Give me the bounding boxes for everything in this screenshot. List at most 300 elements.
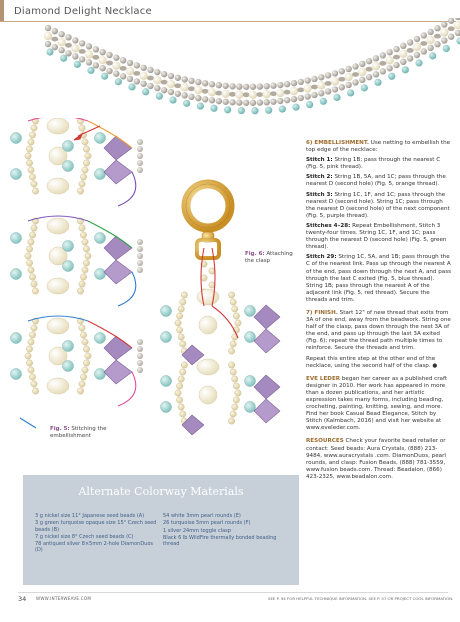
pearl-bead: [372, 62, 380, 70]
pearl-bead: [208, 88, 216, 96]
nickel-bead: [263, 99, 269, 105]
seed-bead: [80, 374, 86, 380]
pearl-bead: [112, 62, 120, 70]
turquoise-bead: [306, 101, 313, 108]
seed-bead: [26, 160, 32, 166]
seed-bead: [26, 146, 32, 152]
seed-bead: [85, 353, 91, 359]
materials-item: 54 white 3mm pearl rounds (E): [163, 513, 241, 519]
nickel-bead: [407, 39, 413, 45]
duo-bead: [106, 61, 113, 66]
toggle-clasp-loop: [197, 232, 219, 258]
nickel-bead: [393, 62, 399, 68]
seed-bead: [80, 174, 86, 180]
seed-bead: [29, 132, 35, 138]
necklace-photo: [44, 18, 460, 130]
seed-bead: [181, 292, 187, 298]
materials-list-right: [163, 513, 293, 548]
seed-bead: [176, 397, 182, 403]
turquoise-bead: [142, 88, 149, 95]
nickel-bead: [257, 99, 263, 105]
page-title: Diamond Delight Necklace: [14, 6, 152, 17]
turquoise-bead: [443, 45, 450, 52]
nickel-bead: [137, 246, 143, 252]
nickel-bead: [270, 99, 276, 105]
nickel-bead: [298, 95, 304, 101]
stitches-4-28-text: Repeat Embellishment, Stitch 3 twenty-four times. String 1C, 1F, and 1C; pass through the nearest D (second hole) (Fig. 5, green thread).: [306, 222, 447, 251]
step-7-text: Start 12" of new thread that exits from 3A of one end, away from the beadwork. String one half of the clasp, pass down through the nest 3A of the end, and pass up through the last 3A exited (Fig. 6); repeat the thread path multiple times to reinforce. Secure the threads and trim.: [306, 309, 451, 352]
seed-bead: [82, 239, 88, 245]
nickel-bead: [359, 61, 365, 67]
necklace-beads: [44, 18, 460, 114]
nickel-bead: [99, 65, 105, 71]
nickel-bead: [86, 59, 92, 65]
seed-bead: [77, 188, 83, 194]
turquoise-bead: [63, 241, 74, 252]
nickel-bead: [455, 18, 460, 20]
pearl-bead: [249, 91, 257, 99]
nickel-bead: [113, 71, 119, 77]
nickel-bead: [52, 28, 58, 34]
seed-bead: [176, 327, 182, 333]
nickel-bead: [373, 71, 379, 77]
seed-bead: [26, 246, 32, 252]
stitch-1: [306, 157, 452, 171]
nickel-bead: [407, 55, 413, 61]
seed-bead: [83, 260, 89, 266]
nickel-bead: [325, 88, 331, 94]
seed-bead: [232, 376, 238, 382]
duo-bead: [202, 89, 209, 94]
pearl-bead: [399, 50, 407, 58]
page-number: 34: [18, 595, 27, 603]
nickel-bead: [188, 94, 194, 100]
seed-bead: [83, 146, 89, 152]
pearl-bead: [235, 90, 243, 98]
turquoise-bead: [161, 376, 172, 387]
turquoise-bead: [95, 333, 106, 344]
pearl-bead: [385, 56, 393, 64]
nickel-bead: [113, 55, 119, 61]
seed-bead: [201, 275, 207, 281]
seed-bead: [83, 160, 89, 166]
nickel-bead: [434, 25, 440, 31]
pearl-bead: [426, 36, 434, 44]
seed-bead: [79, 125, 85, 131]
stitch-2: [306, 174, 452, 188]
seed-bead: [233, 397, 239, 403]
turquoise-bead: [238, 107, 245, 114]
figure-5-diagram: [8, 118, 153, 436]
nickel-bead: [137, 367, 143, 373]
nickel-bead: [359, 77, 365, 83]
nickel-bead: [277, 82, 283, 88]
seed-bead: [31, 125, 37, 131]
nickel-bead: [137, 153, 143, 159]
figure-5-beads: [11, 118, 144, 394]
pearl-bead: [440, 28, 448, 36]
seed-bead: [28, 139, 34, 145]
nickel-bead: [441, 21, 447, 27]
pearl-bead: [71, 44, 79, 52]
turquoise-bead: [46, 48, 53, 55]
nickel-bead: [455, 30, 460, 36]
pearl-bead: [197, 289, 219, 305]
stitch-2-text: String 1B, 5A, and 1C; pass through the nearest D (second hole) (Fig. 5, orange thread).: [306, 174, 446, 188]
seed-bead: [230, 299, 236, 305]
stitches-4-28-label: Stitches 4–28:: [306, 222, 351, 229]
duo-bead: [256, 92, 263, 97]
nickel-bead: [304, 77, 310, 83]
nickel-bead: [339, 84, 345, 90]
nickel-bead: [209, 97, 215, 103]
turquoise-bead: [95, 169, 106, 180]
seed-bead: [80, 332, 86, 338]
duo-bead: [407, 48, 414, 53]
duo-bead: [434, 34, 441, 39]
turquoise-bead: [115, 78, 122, 85]
duo-bead: [51, 37, 58, 42]
seed-bead: [26, 346, 32, 352]
nickel-bead: [58, 47, 64, 53]
seed-bead: [233, 383, 239, 389]
seed-bead: [26, 360, 32, 366]
pearl-bead: [221, 90, 229, 98]
nickel-bead: [414, 52, 420, 58]
stitch-29-text: String 1C, 5A, and 1B; pass through the C of the nearest link. Pass up through the nearest A of the end, pass down through the next A, and pass through the last C exited (Fig. 5, blue thread). String 1B; pass through the nearest A of the adjacent link (Fig. 5, red thread). Secure the threads and trim.: [306, 254, 452, 303]
turquoise-bead: [245, 306, 256, 317]
nickel-bead: [400, 43, 406, 49]
turquoise-bead: [161, 402, 172, 413]
nickel-bead: [106, 68, 112, 74]
seed-bead: [79, 381, 85, 387]
turquoise-bead: [183, 100, 190, 107]
turquoise-bead: [11, 133, 22, 144]
step-6-intro: Use netting to embellish the top edge of the necklace:: [306, 140, 451, 154]
duo-bead: [366, 67, 373, 72]
duo-bead: [174, 83, 181, 88]
seed-bead: [181, 362, 187, 368]
turquoise-bead: [11, 169, 22, 180]
pearl-bead: [153, 76, 161, 84]
seed-bead: [28, 167, 34, 173]
nickel-bead: [352, 79, 358, 85]
turquoise-bead: [11, 233, 22, 244]
nickel-bead: [137, 253, 143, 259]
seed-bead: [25, 353, 31, 359]
pearl-bead: [197, 359, 219, 375]
duo-bead: [311, 85, 318, 90]
turquoise-bead: [320, 98, 327, 105]
pearl-bead: [47, 178, 69, 194]
pearl-bead: [413, 43, 421, 51]
pearl-bead: [85, 50, 93, 58]
resources: [306, 438, 452, 481]
nickel-bead: [72, 37, 78, 43]
turquoise-bead: [128, 83, 135, 90]
seed-bead: [230, 369, 236, 375]
nickel-bead: [229, 83, 235, 89]
turquoise-bead: [265, 107, 272, 114]
diamonduo-bead: [104, 136, 132, 160]
nickel-bead: [147, 67, 153, 73]
turquoise-bead: [95, 133, 106, 144]
nickel-bead: [229, 99, 235, 105]
duo-bead: [147, 76, 154, 81]
nickel-bead: [427, 45, 433, 51]
figure-5-label: Fig. 5:: [50, 426, 70, 432]
materials-item: 7 g nickel size 8° Czech seed beads (C): [35, 533, 134, 540]
nickel-bead: [345, 66, 351, 72]
nickel-bead: [222, 99, 228, 105]
seed-bead: [180, 341, 186, 347]
footer-website: WWW.INTERWEAVE.COM: [36, 596, 92, 601]
pearl-bead: [139, 72, 147, 80]
nickel-bead: [45, 25, 51, 31]
stitch-1-label: Stitch 1:: [306, 157, 333, 164]
nickel-bead: [134, 62, 140, 68]
turquoise-bead: [63, 341, 74, 352]
nickel-bead: [284, 81, 290, 87]
seed-bead: [82, 367, 88, 373]
pearl-bead: [47, 378, 69, 394]
nickel-bead: [137, 239, 143, 245]
seed-bead: [176, 383, 182, 389]
turquoise-bead: [279, 105, 286, 112]
nickel-bead: [134, 78, 140, 84]
seed-bead: [178, 306, 184, 312]
turquoise-bead: [415, 59, 422, 66]
seed-bead: [235, 390, 241, 396]
seed-bead: [178, 376, 184, 382]
nickel-bead: [161, 71, 167, 77]
figure-6-caption: [245, 251, 297, 265]
duo-bead: [420, 41, 427, 46]
nickel-bead: [427, 29, 433, 35]
nickel-bead: [137, 353, 143, 359]
figure-6-beads: [161, 261, 281, 435]
pearl-bead: [47, 118, 69, 134]
footer-note: SEE P. 94 FOR HELPFUL TECHNIQUE INFORMATION. SEE P. 57 OR PROJECT COOL INFORMATION.: [268, 596, 454, 601]
nickel-bead: [345, 82, 351, 88]
turquoise-bead: [156, 93, 163, 100]
turquoise-bead: [374, 79, 381, 86]
footer-rule: [18, 592, 448, 593]
seed-bead: [25, 253, 31, 259]
seed-bead: [31, 181, 37, 187]
seed-bead: [28, 239, 34, 245]
duo-bead: [270, 91, 277, 96]
pearl-bead: [331, 77, 339, 85]
duo-bead: [393, 55, 400, 60]
turquoise-bead: [361, 84, 368, 91]
seed-bead: [83, 360, 89, 366]
nickel-bead: [168, 89, 174, 95]
nickel-bead: [304, 93, 310, 99]
nickel-bead: [257, 83, 263, 89]
seed-bead: [28, 367, 34, 373]
author-bio-text: began her career as a published craft designer in 2010. Her work has appeared in more than a dozen publications, and her artistic expression takes many forms, including beading, crocheting, painting, knitting, sewing, and more. Find her book Casual Bead Elegance, Stitch by Stitch (Kalmbach, 2016) and visit her website at www.eveleder.com.: [306, 375, 448, 432]
toggle-clasp-ring: [186, 184, 230, 228]
nickel-bead: [270, 83, 276, 89]
turquoise-bead: [224, 106, 231, 113]
nickel-bead: [291, 80, 297, 86]
pearl-bead: [344, 73, 352, 81]
nickel-bead: [140, 65, 146, 71]
duo-bead: [352, 72, 359, 77]
nickel-bead: [52, 44, 58, 50]
materials-item: 3 g green turquoise opaque size 15° Czech seed beads (B): [35, 520, 157, 533]
nickel-bead: [434, 41, 440, 47]
nickel-bead: [127, 60, 133, 66]
duo-bead: [448, 26, 455, 31]
turquoise-bead: [210, 105, 217, 112]
seed-bead: [31, 225, 37, 231]
nickel-bead: [147, 83, 153, 89]
nickel-bead: [352, 63, 358, 69]
step-6-title: 6) EMBELLISHMENT.: [306, 140, 369, 146]
turquoise-bead: [333, 94, 340, 101]
pearl-bead: [454, 21, 460, 29]
nickel-bead: [65, 34, 71, 40]
nickel-bead: [277, 98, 283, 104]
nickel-bead: [209, 81, 215, 87]
turquoise-bead: [63, 361, 74, 372]
nickel-bead: [181, 76, 187, 82]
step-7: [306, 310, 452, 353]
instructions-column: [306, 140, 452, 484]
nickel-bead: [448, 34, 454, 40]
nickel-bead: [161, 87, 167, 93]
turquoise-bead: [63, 161, 74, 172]
seed-bead: [79, 281, 85, 287]
nickel-bead: [311, 92, 317, 98]
seed-bead: [85, 153, 91, 159]
seed-bead: [77, 388, 83, 394]
seed-bead: [180, 299, 186, 305]
nickel-bead: [386, 65, 392, 71]
turquoise-bead: [11, 269, 22, 280]
seed-bead: [77, 288, 83, 294]
stitch-3-label: Stitch 3:: [306, 191, 333, 198]
pearl-bead: [57, 38, 65, 46]
pearl-bead: [262, 90, 270, 98]
nickel-bead: [181, 92, 187, 98]
nickel-bead: [298, 79, 304, 85]
nickel-bead: [339, 68, 345, 74]
turquoise-bead: [63, 141, 74, 152]
stitch-3: [306, 192, 452, 220]
duo-bead: [229, 92, 236, 97]
step-7b: Repeat this entire step at the other end of the necklace, using the second half of the clasp. ●: [306, 355, 438, 369]
pearl-bead: [276, 89, 284, 97]
author-bio: [306, 376, 452, 433]
turquoise-bead: [429, 52, 436, 59]
step-6: [306, 140, 452, 154]
nickel-bead: [106, 52, 112, 58]
nickel-bead: [243, 84, 249, 90]
turquoise-bead: [347, 89, 354, 96]
nickel-bead: [137, 167, 143, 173]
seed-bead: [29, 332, 35, 338]
duo-bead: [65, 43, 72, 48]
seed-bead: [25, 153, 31, 159]
nickel-bead: [291, 96, 297, 102]
seed-bead: [32, 188, 38, 194]
seed-bead: [26, 260, 32, 266]
seed-bead: [28, 339, 34, 345]
seed-bead: [228, 362, 234, 368]
diamonduo-bead: [254, 329, 280, 353]
duo-bead: [379, 61, 386, 66]
materials-item: 78 antiqued silver 8×5mm 2-hole DiamonDuos (D): [35, 541, 154, 554]
nickel-bead: [421, 48, 427, 54]
turquoise-bead: [74, 61, 81, 68]
nickel-bead: [175, 91, 181, 97]
materials-list-left: [35, 513, 161, 555]
stitch-29: [306, 254, 452, 304]
resources-title: RESOURCES: [306, 438, 344, 445]
nickel-bead: [137, 146, 143, 152]
nickel-bead: [380, 52, 386, 58]
seed-bead: [178, 404, 184, 410]
diamonduo-bead: [104, 260, 132, 284]
duo-bead: [325, 81, 332, 86]
seed-bead: [29, 232, 35, 238]
pearl-bead: [194, 86, 202, 94]
seed-bead: [80, 274, 86, 280]
nickel-bead: [202, 80, 208, 86]
duo-bead: [92, 55, 99, 60]
turquoise-bead: [251, 107, 258, 114]
nickel-bead: [243, 100, 249, 106]
pearl-bead: [290, 87, 298, 95]
seed-bead: [228, 348, 234, 354]
duo-bead: [79, 49, 86, 54]
diamonduo-bead: [104, 336, 132, 360]
turquoise-bead: [245, 376, 256, 387]
duo-bead: [284, 90, 291, 95]
page-footer: [0, 592, 460, 606]
nickel-bead: [93, 62, 99, 68]
turquoise-bead: [456, 37, 460, 44]
nickel-bead: [284, 97, 290, 103]
nickel-bead: [216, 82, 222, 88]
turquoise-bead: [161, 306, 172, 317]
seed-bead: [85, 253, 91, 259]
nickel-bead: [421, 32, 427, 38]
turquoise-bead: [292, 104, 299, 111]
turquoise-bead: [197, 103, 204, 110]
nickel-bead: [72, 53, 78, 59]
nickel-bead: [65, 50, 71, 56]
pearl-bead: [47, 218, 69, 234]
seed-bead: [32, 288, 38, 294]
nickel-bead: [318, 90, 324, 96]
pearl-bead: [98, 56, 106, 64]
pearl-bead: [47, 278, 69, 294]
stitch-3-text: String 1C, 1F, and 1C; pass through the nearest D (second hole). String 1C; pass through the nearest D (second hole) of the next component (Fig. 5, purple thread).: [306, 191, 450, 219]
turquoise-bead: [169, 96, 176, 103]
seed-bead: [230, 341, 236, 347]
duo-bead: [188, 86, 195, 91]
diamonduo-bead: [254, 305, 280, 329]
nickel-bead: [120, 57, 126, 63]
pearl-bead: [167, 80, 175, 88]
seed-bead: [79, 225, 85, 231]
nickel-bead: [366, 74, 372, 80]
seed-bead: [230, 411, 236, 417]
